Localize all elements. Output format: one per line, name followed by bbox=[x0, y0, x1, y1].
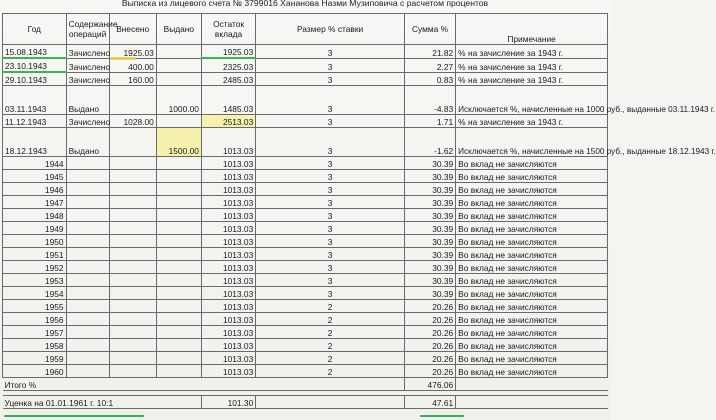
valuation-balance: 101.30 bbox=[201, 396, 255, 409]
table-row bbox=[3, 287, 608, 300]
table-header-row bbox=[3, 14, 608, 45]
cell-sum: 30.39 bbox=[404, 248, 455, 261]
cell-balance: 1013.03 bbox=[201, 313, 255, 326]
table-row bbox=[3, 196, 608, 209]
cell-sum: 2.27 bbox=[404, 58, 455, 72]
cell-operation bbox=[66, 170, 109, 183]
cell-operation bbox=[66, 235, 109, 248]
cell-withdrawn: 1500.00 bbox=[156, 128, 201, 157]
cell-note: Во вклад не зачисляются bbox=[456, 352, 608, 365]
cell-deposited bbox=[109, 222, 156, 235]
cell-balance: 1013.03 bbox=[201, 300, 255, 313]
cell-sum: 30.39 bbox=[404, 222, 455, 235]
table-row bbox=[3, 274, 608, 287]
cell-withdrawn bbox=[156, 157, 201, 170]
cell-year: 1945 bbox=[3, 170, 67, 183]
cell-operation bbox=[66, 248, 109, 261]
cell-deposited bbox=[109, 352, 156, 365]
cell-withdrawn bbox=[156, 170, 201, 183]
valuation-sum: 47.61 bbox=[404, 396, 455, 409]
cell-rate: 3 bbox=[256, 235, 405, 248]
cell-deposited bbox=[109, 365, 156, 378]
cell-year: 1951 bbox=[3, 248, 67, 261]
table-row bbox=[3, 115, 608, 128]
statement-title: Выписка из лицевого счета № 3799016 Хананова Назми Музиповича с расчетом процентов bbox=[121, 0, 489, 8]
cell-year: 1944 bbox=[3, 157, 67, 170]
cell-deposited bbox=[109, 209, 156, 222]
cell-deposited bbox=[109, 157, 156, 170]
cell-deposited: 160.00 bbox=[109, 72, 156, 86]
cell-year: 1952 bbox=[3, 261, 67, 274]
cell-note: Во вклад не зачисляются bbox=[456, 313, 608, 326]
cell-operation bbox=[66, 183, 109, 196]
table-row bbox=[3, 222, 608, 235]
cell-note: Во вклад не зачисляются bbox=[456, 183, 608, 196]
cell-withdrawn bbox=[156, 300, 201, 313]
cell-year: 1955 bbox=[3, 300, 67, 313]
cell-sum: 30.39 bbox=[404, 183, 455, 196]
cell-operation bbox=[66, 365, 109, 378]
cell-withdrawn bbox=[156, 45, 201, 59]
cell-deposited bbox=[109, 235, 156, 248]
cell-operation bbox=[66, 287, 109, 300]
cell-sum: -1.62 bbox=[404, 128, 455, 157]
header-rate: Размер % ставки bbox=[256, 14, 405, 45]
cell-balance: 1013.03 bbox=[201, 274, 255, 287]
cell-rate: 2 bbox=[256, 326, 405, 339]
table-row bbox=[3, 72, 608, 86]
cell-deposited bbox=[109, 170, 156, 183]
cell-operation: Зачислено bbox=[66, 58, 109, 72]
table-row bbox=[3, 313, 608, 326]
cell-rate: 3 bbox=[256, 86, 405, 115]
cell-note: % на зачисление за 1943 г. bbox=[456, 115, 608, 128]
cell-deposited bbox=[109, 196, 156, 209]
cell-withdrawn bbox=[156, 222, 201, 235]
cell-year: 15.08.1943 bbox=[3, 45, 67, 59]
cell-note: Во вклад не зачисляются bbox=[456, 326, 608, 339]
cell-note: Во вклад не зачисляются bbox=[456, 222, 608, 235]
cell-note: Во вклад не зачисляются bbox=[456, 274, 608, 287]
cell-deposited: 1028.00 bbox=[109, 115, 156, 128]
cell-deposited bbox=[109, 261, 156, 274]
cell-deposited: 1925.03 bbox=[109, 45, 156, 59]
cell-rate: 2 bbox=[256, 313, 405, 326]
header-operation: Содержание операций bbox=[66, 14, 109, 45]
header-note: Примечание bbox=[456, 14, 608, 45]
table-row bbox=[3, 157, 608, 170]
yellow-underline-mark bbox=[110, 57, 136, 60]
account-table bbox=[2, 13, 716, 409]
table-row bbox=[3, 352, 608, 365]
cell-withdrawn bbox=[156, 352, 201, 365]
cell-withdrawn bbox=[156, 196, 201, 209]
cell-withdrawn bbox=[156, 365, 201, 378]
cell-note: Во вклад не зачисляются bbox=[456, 300, 608, 313]
cell-deposited bbox=[109, 248, 156, 261]
cell-sum: 30.39 bbox=[404, 274, 455, 287]
cell-operation bbox=[66, 300, 109, 313]
cell-operation bbox=[66, 339, 109, 352]
header-year: Год bbox=[3, 14, 67, 45]
cell-sum: 30.39 bbox=[404, 287, 455, 300]
table-row bbox=[3, 339, 608, 352]
cell-operation bbox=[66, 326, 109, 339]
table-row bbox=[3, 235, 608, 248]
table-row bbox=[3, 365, 608, 378]
valuation-label: Уценка на 01.01.1961 г. 10:1 bbox=[3, 396, 157, 409]
cell-sum: 20.26 bbox=[404, 352, 455, 365]
table-row bbox=[3, 128, 608, 157]
cell-balance: 1013.03 bbox=[201, 248, 255, 261]
header-deposited: Внесено bbox=[109, 14, 156, 45]
cell-note: Во вклад не зачисляются bbox=[456, 235, 608, 248]
cell-year: 1957 bbox=[3, 326, 67, 339]
cell-operation bbox=[66, 313, 109, 326]
cell-year: 1949 bbox=[3, 222, 67, 235]
table-row bbox=[3, 300, 608, 313]
cell-sum: 30.39 bbox=[404, 170, 455, 183]
cell-rate: 3 bbox=[256, 196, 405, 209]
cell-sum: 21.82 bbox=[404, 45, 455, 59]
cell-deposited bbox=[109, 339, 156, 352]
cell-sum: 20.26 bbox=[404, 339, 455, 352]
cell-sum: 30.39 bbox=[404, 157, 455, 170]
cell-note: % на зачисление за 1943 г. bbox=[456, 58, 608, 72]
valuation-row bbox=[3, 396, 608, 409]
cell-balance: 1013.03 bbox=[201, 352, 255, 365]
cell-operation bbox=[66, 261, 109, 274]
cell-year: 1959 bbox=[3, 352, 67, 365]
cell-year: 11.12.1943 bbox=[3, 115, 67, 128]
cell-balance: 1013.03 bbox=[201, 128, 255, 157]
cell-deposited bbox=[109, 287, 156, 300]
cell-operation: Выдано bbox=[66, 128, 109, 157]
cell-year: 1950 bbox=[3, 235, 67, 248]
cell-year: 1958 bbox=[3, 339, 67, 352]
green-underline-mark bbox=[420, 415, 464, 417]
cell-withdrawn bbox=[156, 235, 201, 248]
cell-note: % на зачисление за 1943 г. bbox=[456, 72, 608, 86]
cell-deposited bbox=[109, 86, 156, 115]
table-row bbox=[3, 58, 608, 72]
cell-note: % на зачисление за 1943 г. bbox=[456, 45, 608, 59]
table-row bbox=[3, 183, 608, 196]
cell-withdrawn bbox=[156, 287, 201, 300]
cell-rate: 3 bbox=[256, 157, 405, 170]
cell-deposited: 400.00 bbox=[109, 58, 156, 72]
cell-sum: -4.83 bbox=[404, 86, 455, 115]
cell-balance: 1013.03 bbox=[201, 209, 255, 222]
cell-deposited bbox=[109, 183, 156, 196]
cell-year: 03.11.1943 bbox=[3, 86, 67, 115]
cell-balance: 1013.03 bbox=[201, 196, 255, 209]
cell-withdrawn bbox=[156, 339, 201, 352]
cell-operation: Зачислено bbox=[66, 72, 109, 86]
cell-withdrawn bbox=[156, 313, 201, 326]
cell-note: Во вклад не зачисляются bbox=[456, 248, 608, 261]
cell-rate: 3 bbox=[256, 209, 405, 222]
cell-balance: 2325.03 bbox=[201, 58, 255, 72]
header-withdrawn: Выдано bbox=[156, 14, 201, 45]
cell-sum: 0.83 bbox=[404, 72, 455, 86]
cell-balance: 1013.03 bbox=[201, 222, 255, 235]
cell-withdrawn bbox=[156, 261, 201, 274]
cell-sum: 1.71 bbox=[404, 115, 455, 128]
cell-deposited bbox=[109, 274, 156, 287]
cell-operation bbox=[66, 274, 109, 287]
cell-withdrawn bbox=[156, 183, 201, 196]
cell-sum: 30.39 bbox=[404, 196, 455, 209]
cell-withdrawn bbox=[156, 58, 201, 72]
cell-note: Исключается %, начисленные на 1500 руб., выданные 18.12.1943 г. bbox=[456, 128, 608, 157]
cell-deposited bbox=[109, 313, 156, 326]
cell-note: Во вклад не зачисляются bbox=[456, 287, 608, 300]
cell-withdrawn bbox=[156, 72, 201, 86]
table-row bbox=[3, 45, 608, 59]
cell-balance: 1013.03 bbox=[201, 157, 255, 170]
cell-year: 18.12.1943 bbox=[3, 128, 67, 157]
cell-year: 1946 bbox=[3, 183, 67, 196]
total-label: Итого % bbox=[3, 378, 405, 391]
cell-balance: 1013.03 bbox=[201, 261, 255, 274]
total-sum: 476.06 bbox=[404, 378, 455, 391]
cell-deposited bbox=[109, 300, 156, 313]
cell-balance: 1485.03 bbox=[201, 86, 255, 115]
cell-year: 1956 bbox=[3, 313, 67, 326]
cell-balance: 1013.03 bbox=[201, 287, 255, 300]
cell-sum: 20.26 bbox=[404, 365, 455, 378]
cell-rate: 2 bbox=[256, 352, 405, 365]
cell-rate: 3 bbox=[256, 115, 405, 128]
cell-withdrawn bbox=[156, 326, 201, 339]
cell-balance: 1925.03 bbox=[201, 45, 255, 59]
table-row bbox=[3, 86, 608, 115]
cell-rate: 2 bbox=[256, 365, 405, 378]
table-row bbox=[3, 326, 608, 339]
cell-year: 1954 bbox=[3, 287, 67, 300]
cell-deposited bbox=[109, 128, 156, 157]
cell-balance: 1013.03 bbox=[201, 183, 255, 196]
cell-note: Во вклад не зачисляются bbox=[456, 365, 608, 378]
cell-sum: 20.26 bbox=[404, 326, 455, 339]
cell-operation: Зачислено bbox=[66, 115, 109, 128]
cell-balance: 1013.03 bbox=[201, 339, 255, 352]
cell-balance: 2513.03 bbox=[201, 115, 255, 128]
cell-note: Во вклад не зачисляются bbox=[456, 209, 608, 222]
cell-withdrawn bbox=[156, 248, 201, 261]
cell-rate: 3 bbox=[256, 45, 405, 59]
table-row bbox=[3, 248, 608, 261]
cell-note: Во вклад не зачисляются bbox=[456, 170, 608, 183]
cell-balance: 1013.03 bbox=[201, 235, 255, 248]
cell-year: 1947 bbox=[3, 196, 67, 209]
cell-year: 1948 bbox=[3, 209, 67, 222]
cell-rate: 3 bbox=[256, 287, 405, 300]
cell-balance: 1013.03 bbox=[201, 170, 255, 183]
cell-sum: 30.39 bbox=[404, 235, 455, 248]
cell-balance: 1013.03 bbox=[201, 326, 255, 339]
cell-operation: Выдано bbox=[66, 86, 109, 115]
header-balance: Остаток вклада bbox=[201, 14, 255, 45]
table-row bbox=[3, 261, 608, 274]
cell-withdrawn bbox=[156, 115, 201, 128]
cell-operation bbox=[66, 222, 109, 235]
cell-note: Во вклад не зачисляются bbox=[456, 261, 608, 274]
cell-note: Исключается %, начисленные на 1000 руб., выданные 03.11.1943 г. bbox=[456, 86, 608, 115]
green-underline-mark bbox=[4, 415, 144, 417]
cell-year: 1960 bbox=[3, 365, 67, 378]
cell-rate: 2 bbox=[256, 339, 405, 352]
cell-rate: 3 bbox=[256, 58, 405, 72]
cell-rate: 3 bbox=[256, 274, 405, 287]
cell-withdrawn bbox=[156, 209, 201, 222]
cell-rate: 3 bbox=[256, 72, 405, 86]
total-row bbox=[3, 378, 608, 391]
cell-rate: 3 bbox=[256, 170, 405, 183]
cell-operation: Зачислено bbox=[66, 45, 109, 59]
cell-note: Во вклад не зачисляются bbox=[456, 339, 608, 352]
cell-sum: 30.39 bbox=[404, 209, 455, 222]
cell-withdrawn bbox=[156, 274, 201, 287]
cell-note: Во вклад не зачисляются bbox=[456, 196, 608, 209]
cell-sum: 20.26 bbox=[404, 300, 455, 313]
cell-rate: 2 bbox=[256, 300, 405, 313]
cell-year: 1953 bbox=[3, 274, 67, 287]
cell-rate: 3 bbox=[256, 222, 405, 235]
cell-year: 23.10.1943 bbox=[3, 58, 67, 72]
cell-note: Во вклад не зачисляются bbox=[456, 157, 608, 170]
cell-operation bbox=[66, 352, 109, 365]
cell-operation bbox=[66, 209, 109, 222]
header-sum-pct: Сумма % bbox=[404, 14, 455, 45]
cell-operation bbox=[66, 157, 109, 170]
cell-rate: 3 bbox=[256, 183, 405, 196]
cell-balance: 1013.03 bbox=[201, 365, 255, 378]
table-row bbox=[3, 170, 608, 183]
table-row bbox=[3, 209, 608, 222]
cell-sum: 30.39 bbox=[404, 261, 455, 274]
cell-year: 29.10.1943 bbox=[3, 72, 67, 86]
cell-rate: 3 bbox=[256, 248, 405, 261]
cell-rate: 3 bbox=[256, 128, 405, 157]
cell-rate: 3 bbox=[256, 261, 405, 274]
cell-operation bbox=[66, 196, 109, 209]
cell-withdrawn: 1000.00 bbox=[156, 86, 201, 115]
cell-deposited bbox=[109, 326, 156, 339]
cell-balance: 2485.03 bbox=[201, 72, 255, 86]
cell-sum: 20.26 bbox=[404, 313, 455, 326]
